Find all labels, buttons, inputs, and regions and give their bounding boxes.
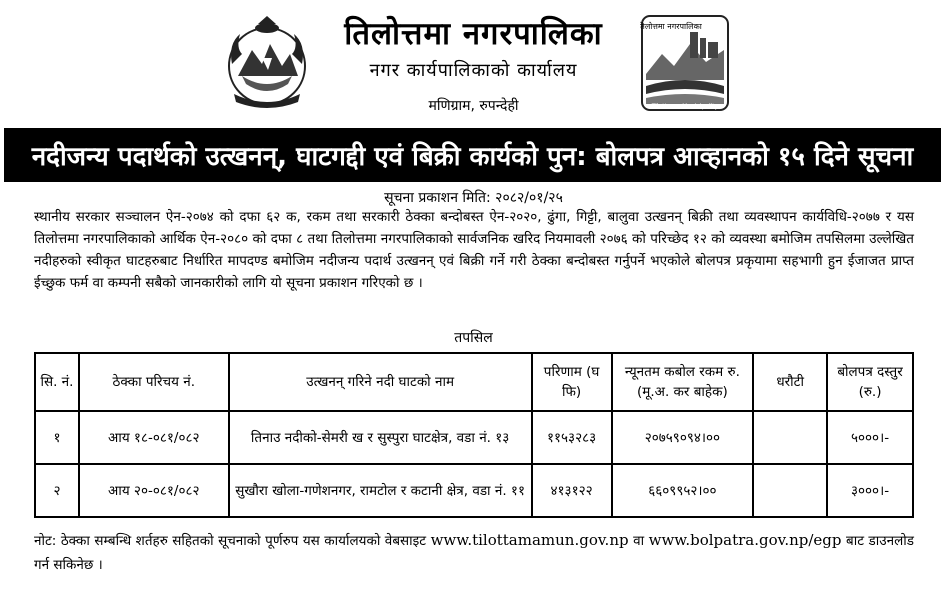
table-header-row — [35, 353, 913, 411]
notice-title-banner — [4, 128, 941, 182]
cell-quantity: ११५३२८३ — [532, 411, 612, 464]
website-link[interactable]: www.tilottamamun.gov.np — [430, 531, 629, 549]
cell-deposit — [753, 411, 827, 464]
notice-title: नदीजन्य पदार्थको उत्खनन्, घाटगद्दी एवं बिक्री कार्यको पुन: बोलपत्र आव्हानको १५ दिने सूचना — [31, 142, 914, 172]
col-header-fee: बोलपत्र दस्तुर (रु.) — [827, 353, 913, 411]
office-name: नगर कार्यपालिकाको कार्यालय — [369, 60, 578, 81]
col-header-deposit: धरौटी — [753, 353, 827, 411]
note-prefix: नोट: ठेक्का सम्बन्धि शर्तहरु सहितको सूचनाको पूर्णरुप यस कार्यालयको वेबसाइट — [34, 533, 427, 549]
cell-min-bid: २०७५९०९४।०० — [612, 411, 754, 464]
cell-sn: २ — [35, 464, 79, 517]
col-header-contract-id: ठेक्का परिचय नं. — [79, 353, 229, 411]
col-header-min-bid: न्यूनतम कबोल रकम रु. (मू.अ. कर बाहेक) — [612, 353, 754, 411]
office-location: मणिग्राम, रुपन्देही — [428, 98, 519, 114]
cell-quantity: ४१३१२२ — [532, 464, 612, 517]
note-or: वा — [633, 533, 645, 549]
logo-bottom-text: Tilottama Municipality — [651, 103, 719, 110]
org-name: तिलोत्तमा नगरपालिका — [344, 16, 603, 52]
bolpatra-link[interactable]: www.bolpatra.gov.np/egp — [648, 531, 842, 549]
publish-date: सूचना प्रकाशन मिति: २०८२/०१/२५ — [384, 190, 563, 206]
cell-fee: ५०००।- — [827, 411, 913, 464]
cell-contract-id: आय २०-०८१/०८२ — [79, 464, 229, 517]
cell-ghat-name: तिनाउ नदीको-सेमरी ख र सुस्पुरा घाटक्षेत्र, वडा नं. १३ — [229, 411, 532, 464]
table-caption: तपसिल — [454, 330, 493, 346]
logo-top-text: तिलोत्तमा नगरपालिका — [640, 22, 702, 31]
cell-sn: १ — [35, 411, 79, 464]
cell-deposit — [753, 464, 827, 517]
cell-contract-id: आय १८-०८१/०८२ — [79, 411, 229, 464]
col-header-ghat-name: उत्खनन् गरिने नदी घाटको नाम — [229, 353, 532, 411]
notice-body: स्थानीय सरकार सञ्चालन ऐन-२०७४ को दफा ६२ क, रकम तथा सरकारी ठेक्का बन्दोबस्त ऐन-२०२०, ढुंगा, गिट्टी, बालुवा उत्खनन् बिक्री तथा व्यवस्थापन कार्यविधि-२०७७ र यस तिलोत्तमा नगरपालिकाको आर्थिक ऐन-२०८० को दफा ८ तथा तिलोत्तमा नगरपालिकाको सार्वजनिक खरिद नियमावली २०७६ को परिच्छेद १२ को व्यवस्था बमोजिम तपसिलमा उल्लेखित नदीहरुको स्वीकृत घाटहरुबाट निर्धारित मापदण्ड बमोजिम नदीजन्य पदार्थ उत्खनन् एवं बिक्री गर्ने गरी ठेक्का बन्दोबस्त गर्नुपर्ने भएकोले बोलपत्र प्रकृयामा सहभागी हुन ईजाजत प्राप्त ईच्छुक फर्म वा कम्पनी सबैको जानकारीको लागि यो सूचना प्रकाशन गरिएको छ । — [34, 209, 914, 291]
letterhead — [0, 0, 947, 128]
footer-note — [34, 528, 914, 577]
table-row — [35, 464, 913, 517]
table-row — [35, 411, 913, 464]
cell-fee: ३०००।- — [827, 464, 913, 517]
col-header-sn: सि. नं. — [35, 353, 79, 411]
cell-ghat-name: सुखौरा खोला-गणेशनगर, रामटोल र कटानी क्षेत्र, वडा नं. ११ — [229, 464, 532, 517]
note-suffix: बाट डाउनलोड गर्न सकिनेछ । — [34, 533, 914, 573]
col-header-quantity: परिणाम (घ फि) — [532, 353, 612, 411]
cell-min-bid: ६६०९९५२।०० — [612, 464, 754, 517]
tender-table — [34, 352, 914, 518]
tilottama-municipality-logo-icon — [640, 14, 730, 112]
